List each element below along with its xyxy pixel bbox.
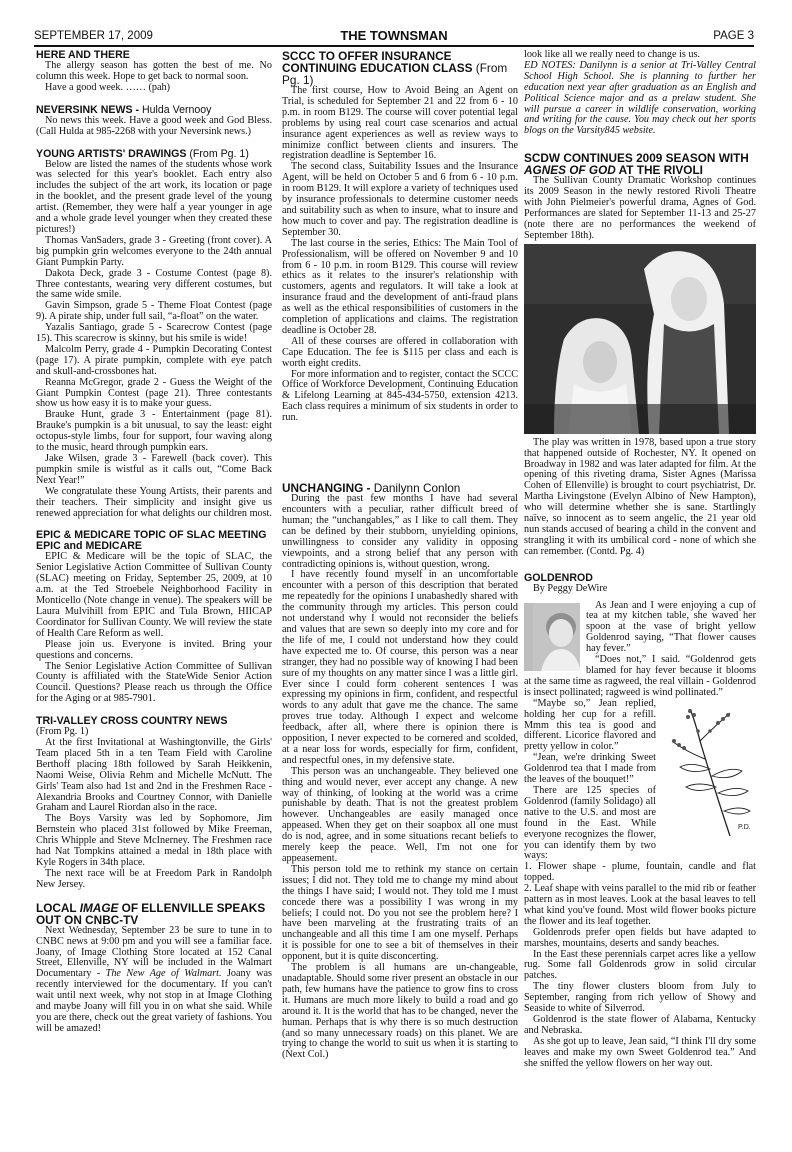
young-artists-p9: Jake Wilsen, grade 3 - Farewell (back cover). This pumpkin smile is wistful as it calls out, “Come Back Next Year!”	[36, 453, 272, 486]
column-1	[36, 50, 272, 1145]
young-artists-p6: Malcolm Perry, grade 4 - Pumpkin Decorating Contest (page 17). A pirate pumpkin, complete with eye patch and skull-and-crossbones hat.	[36, 343, 272, 377]
goldenrod-p11: Goldenrod is the state flower of Alabama, Kentucky and Nebraska.	[524, 1014, 756, 1036]
unchanging-p4: This person told me to rethink my stance on certain issues; I did not. They told me to change my mind about the things I have said; I would not. They told me I must concede there was a possibility I was wrong in my beliefs; I could not. Do you not see the problem here? I have been marveling at the frustrating traits of an unchangeable and all this time I am one myself. Perhaps it is possible for one to see a bit of themselves in their opponent, but it is quite disconcerting.	[282, 863, 518, 963]
young-artists-p8: Brauke Hunt, grade 3 - Entertainment (page 81). Brauke's pumpkin is a bit unusual, to say the least: eight octopus-style limbs, four for support, four waving along to the music, heard through pumpkin ears.	[36, 409, 272, 454]
scdw-p2: The play was written in 1978, based upon a true story that happened outside of Rochester, NY. It opened on Broadway in 1982 and was later adapted for film. At the opening of this riveting drama, Sister Agnes (Marissa Cohen of Ellenville) is brought to court psychiatrist, Dr. Martha Livingstone (Evelyn Albino of New Hampton), who will determine whether she is sane. Startlingly naïve, so innocent as to seem angelic, the 21 year old nun stands accused of bearing a child in the convent and strangling it with its umbilical cord - none of which she can remember. (Contd. Pg. 4)	[524, 436, 756, 557]
column-3	[524, 50, 756, 1145]
sccc-heading: SCCC TO OFFER INSURANCE CONTINUING EDUCATION CLASS (From Pg. 1)	[282, 50, 508, 87]
goldenrod-p4: “Jean, we're drinking Sweet Goldenrod tea that I made from the leaves of the bouquet!”	[524, 752, 656, 786]
epic-medicare-p2: Please join us. Everyone is invited. Bring your questions and concerns.	[36, 638, 272, 661]
scdw-heading: SCDW CONTINUES 2009 SEASON WITH AGNES OF GOD AT THE RIVOLI	[524, 151, 749, 178]
unchanging-heading: UNCHANGING - Danilynn Conlon	[282, 481, 461, 496]
page-number: PAGE 3	[713, 30, 754, 42]
goldenrod-p6: 1. Flower shape - plume, fountain, candle and flat topped.	[524, 861, 756, 884]
here-and-there-heading: HERE AND THERE	[36, 50, 130, 61]
sccc-p5: For more information and to register, contact the SCCC Office of Workforce Development, Continuing Education & Lifelong Learning at 845-434-5750, extension 4213. Each class requires a minimum of six students in order to run.	[282, 368, 518, 424]
young-artists-p1: Below are listed the names of the students whose work was selected for this year's booklet. Each entry also includes the subject of the art work, its location or page in the booklet, and the present grade level of the young artist. (Remember, they were half a year younger in age and a whole grade level younger when they created these pictures!)	[36, 158, 272, 235]
goldenrod-p1: As Jean and I were enjoying a cup of tea at my kitchen table, she waved her spoon at the vase of bright yellow Goldenrod saying, “That flower causes hay fever.”	[524, 601, 756, 656]
sccc-p2: The second class, Suitability Issues and the Insurance Agent, will be held on October 5 and 6 from 6 - 10 p.m. in room B129. It will explore a variety of techniques used by insurance professionals to determine customer needs and suitability such as when to insure, what to insure and how much to cover and pay. The registration deadline is September 30.	[282, 161, 518, 238]
editor-notes: ED NOTES: Danilynn is a senior at Tri-Valley Central School High School. She is planning to further her education next year after graduation as an English and Political Science major and as a prelaw student. She will pursue a career in wildlife conservation, working and writing for the cause. You may check out her sports blogs on the Varsity845 website.	[524, 59, 756, 137]
newspaper-title: THE TOWNSMAN	[340, 28, 448, 43]
unchanging-p2: I have recently found myself in an uncomfortable encounter with a person of this description that berated me repeatedly for the opinions I unabashedly shared with the community through my articles. This person could not understand why I would not reconsider the beliefs and values that are sewn so deeply into my core and for the life of me, I could not understand how they could have expected me to. Of course, this person was a near stranger, they had no possible way of knowing I had been sure of my thoughts on any matter since I was a little girl. Ever since I could form coherent sentences I was expressing my opinions in firm, confident, and respectful words to any adult that gave me the chance. The same proves true today. Although I expect and welcome feedback, after all, where there is opinion there is opposition, I never expected to be cornered and scolded, at a near loss for words, especially for firm, confident, and respectful ones, in my defensive state.	[282, 569, 518, 766]
tri-valley-p3: The next race will be at Freedom Park in Randolph New Jersey.	[36, 867, 272, 890]
tri-valley-p1: At the first Invitational at Washingtonville, the Girls' Team placed 5th in a ten Team Field with Caroline Berthoff placing 18th followed by Sarah Heikkenin, Naomi Weise, Olivia Rehm and Michelle McNutt. The Girls' Team also had 1st and 2nd in the Freshmen Race - Alexandria Brooks and Courtney Connor, with Danielle Graham and Laurel Riordan also in the race.	[36, 737, 272, 814]
goldenrod-p10: The tiny flower clusters bloom from July to September, ranging from rich yellow of Showy and Seaside to white of Silverrod.	[524, 981, 756, 1015]
masthead	[34, 28, 754, 47]
unchanging-continued: look like all we really need to change is us.	[524, 50, 700, 60]
here-and-there-p1: The allergy season has gotten the best of me. No column this week. Hope to get back to normal soon.	[36, 60, 272, 82]
agnes-of-god-photo	[524, 244, 756, 434]
column-2	[282, 50, 518, 1145]
young-artists-p5: Yazalis Santiago, grade 5 - Scarecrow Contest (page 15). This scarecrow is skinny, but his smile is wide!	[36, 322, 272, 345]
goldenrod-illustration	[660, 701, 756, 841]
unchanging-p1: During the past few months I have had several encounters with a peculiar, rather difficult breed of human; the “unchangables,” as I like to call them. They can be defined by their stubborn, unyielding opinions, unwillingness to consider any validity in opposing viewpoints, and a strong belief that any person with contradicting opinions is, without question, wrong.	[282, 493, 518, 570]
tri-valley-p2: The Boys Varsity was led by Sophomore, Jim Bernstein who placed 31st followed by Mike Freeman, Chris Whipple and Steve McInerney. The Freshmen race had Nat Tompkins attained a medal in 18th place with Kyle Rogers in 34th place.	[36, 813, 272, 868]
goldenrod-heading: GOLDENROD	[524, 571, 593, 584]
sccc-p4: All of these courses are offered in collaboration with Cape Education. The fee is $115 per class and each is worth eight credits.	[282, 335, 518, 369]
young-artists-p2: Thomas VanSaders, grade 3 - Greeting (front cover). A big pumpkin grin welcomes everyone to the 24th annual Giant Pumpkin Party.	[36, 234, 272, 268]
issue-date: SEPTEMBER 17, 2009	[34, 30, 153, 42]
goldenrod-p9: In the East these perennials carpet acres like a yellow rug. Some fall Goldenrods grow in solid circular patches.	[524, 948, 756, 982]
unchanging-p5: The problem is all humans are un-changeable, unadaptable. Should some river present an obstacle in our path, few humans have the patience to grow fins to cross it. Humans are much more likely to build a road and go around it. It is the world that has to be changed, never the human. Perhaps that is why there is so much destruction (and so many unnecessary roads) on this planet. We are trying to change the world to suit us when it is starting to (Next Col.)	[282, 962, 518, 1061]
neversink-heading: NEVERSINK NEWS - Hulda Vernooy	[36, 103, 212, 116]
scdw-p1: The Sullivan County Dramatic Workshop continues its 2009 Season in the newly restored Rivoli Theatre with John Pielmeier's powerful drama, Agnes of God. Performances are slated for September 11-13 and 25-27 (note there are no performances the weekend of September 18th).	[524, 175, 756, 241]
author-portrait	[524, 603, 580, 671]
epic-medicare-heading: EPIC & MEDICARE TOPIC OF SLAC MEETING EPIC and MEDICARE	[36, 529, 267, 553]
young-artists-p3: Dakota Deck, grade 3 - Costume Contest (page 8). Three contestants, wearing very different costumes, but the same wide smile.	[36, 267, 272, 301]
goldenrod-p8: Goldenrods prefer open fields but have adapted to marshes, mountains, deserts and sandy beaches.	[524, 926, 756, 949]
local-image-heading: LOCAL IMAGE OF ELLENVILLE SPEAKS OUT ON CNBC-TV	[36, 900, 266, 927]
goldenrod-p12: As she got up to leave, Jean said, “I think I'll dry some leaves and make my own Sweet Goldenrod tea.” And she sniffed the yellow flowers on her way out.	[524, 1035, 756, 1069]
goldenrod-p7: 2. Leaf shape with veins parallel to the mid rib or feather pattern as in most leaves. Look at the basal leaves to tell what kind you've found. Most wild flower books picture the flower and its leaf together.	[524, 883, 756, 927]
here-and-there-p2: Have a good week. …… (pah)	[45, 81, 171, 93]
goldenrod-p2: “Does not,” I said. “Goldenrod gets blamed for hay fever because it blooms at the same time as ragweed, the real villain - Goldenrod is insect pollinated; ragweed is wind pollinated.”	[524, 654, 756, 698]
tri-valley-from: (From Pg. 1)	[36, 726, 89, 738]
young-artists-p4: Gavin Simpson, grade 5 - Theme Float Contest (page 9). A pirate ship, under full sail, “a-float” on the water.	[36, 300, 272, 323]
epic-medicare-p1: EPIC & Medicare will be the topic of SLAC, the Senior Legislative Action Committee of Sullivan County (SLAC) meeting on Friday, September 25, 2009, at 10 a.m. at the Ted Stroebele Neighborhood Facility in Monticello (Note change in venue). The speakers will be Laura Mulvihill from EPIC and Tula Brown, HIICAP Coordinator for Sullivan County. We will review the state of Health Care Reform as well.	[36, 551, 272, 639]
goldenrod-p3: P.D. “Maybe so,” Jean replied, holding her cup for a refill. Mmm this tea is good and different. Licorice flavored and pretty yellow in color.”	[524, 699, 756, 754]
tri-valley-heading: TRI-VALLEY CROSS COUNTRY NEWS	[36, 715, 228, 728]
local-image-p1: Next Wednesday, September 23 be sure to tune in to CNBC news at 9:00 pm and you will see a familiar face. Joany, of Image Clothing Store located at 152 Canal Street, Ellenville, NY will be included in the Walmart Documentary - The New Age of Walmart. Joany was recently interviewed for the documentary. If you can't wait until next week, why not stop in at Image Clothing and maybe Joany will fill you in on what she said. While you are there, check out the great variety of fashions. You will be amazed!	[36, 924, 272, 1034]
young-artists-heading: YOUNG ARTISTS' DRAWINGS (From Pg. 1)	[36, 147, 249, 160]
young-artists-p7: Reanna McGregor, grade 2 - Guess the Weight of the Giant Pumpkin Contest (page 21). Three contestants show us how easy it is to make your guess.	[36, 376, 272, 410]
illustration-signature: P.D.	[738, 823, 751, 831]
unchanging-p3: This person was an unchangeable. They believed one thing and would never, ever accept any change. A new way of thinking, of looking at the world was a crime punishable by death. That is not the greatest problem however. Unchangeables are easily managed once appeased. When they get on their soapbox all one must do is nod, agree, and in some situations recant beliefs to merely keep the peace. Well, I'm not one for appeasement.	[282, 765, 518, 864]
goldenrod-p5: There are 125 species of Goldenrod (family Solidago) all native to the U.S. and most are found in the East. While everyone recognizes the flower, you can identify them by two ways:	[524, 784, 656, 862]
neversink-p1: No news this week. Have a good week and God Bless. (Call Hulda at 985-2268 with your Neversink news.)	[36, 114, 272, 137]
sccc-p3: The last course in the series, Ethics: The Main Tool of Professionalism, will be offered on November 9 and 10 from 6 - 10 p.m. in room B129. This course will review ethics as it relates to the insurer's relationship with customers, agents and regulators. It will take a look at insurance fraud and the development of anti-fraud plans as well as the ethical responsibilities of customers in the completion of applications and claims. The registration deadline is October 28.	[282, 237, 518, 336]
sccc-p1: The first course, How to Avoid Being an Agent on Trial, is scheduled for September 21 and 22 from 6 - 10 p.m. in room B129. The course will cover potential legal problems by using real court case scenarios and actual insurance agent experiences as well as review ways to minimize conflict between clients and insurers. The registration deadline is September 16.	[282, 85, 518, 162]
young-artists-p10: We congratulate these Young Artists, their parents and their teachers. Their simplicity and insight give us renewed appreciation for what delights our children most.	[36, 485, 272, 519]
epic-medicare-p3: The Senior Legislative Action Committee of Sullivan County is affiliated with the StateWide Senior Action Council. Questions? Please reach us through the Office for the Aging or at 985-7901.	[36, 660, 272, 705]
goldenrod-byline: By Peggy DeWire	[533, 582, 608, 594]
